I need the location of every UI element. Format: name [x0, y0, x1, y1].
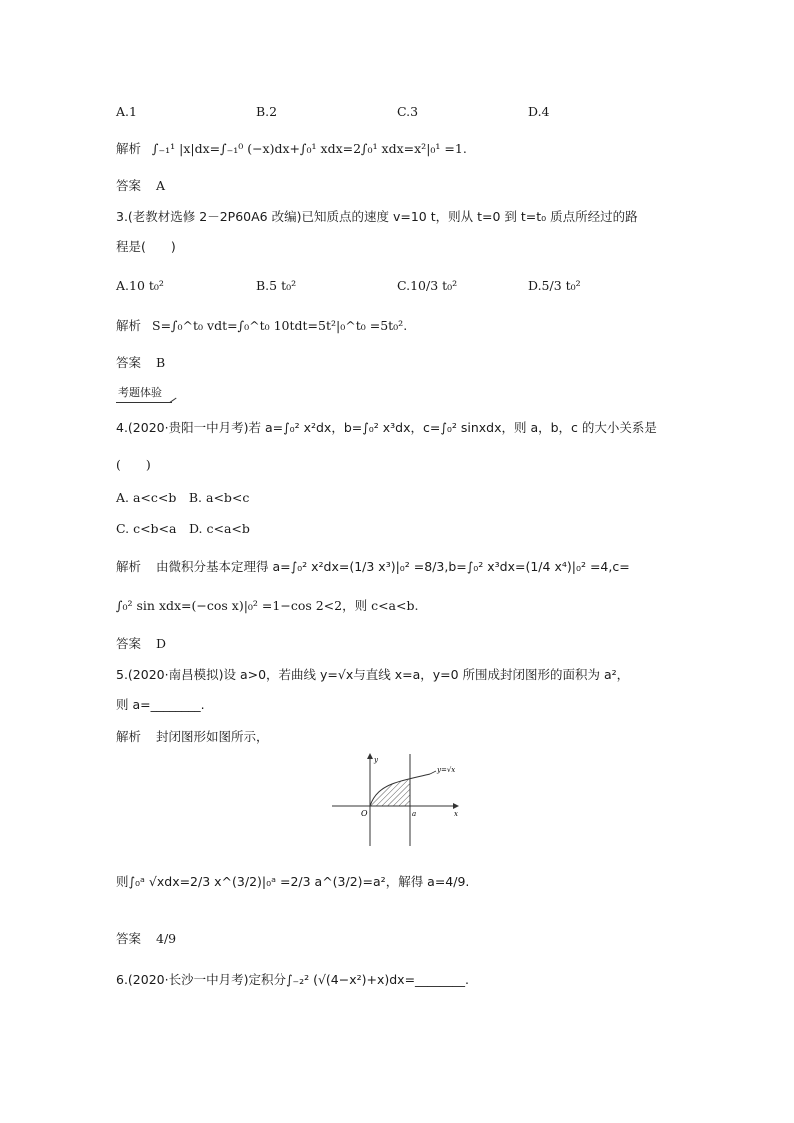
q5-jiexi-line2: 则∫₀ᵃ √xdx=2/3 x^(3/2)|₀ᵃ =2/3 a^(3/2)=a²，解得 a=4/9. [116, 874, 470, 889]
q2-option-a: A.1 [116, 104, 137, 119]
q2-answer: A [156, 178, 166, 193]
q5-graph [330, 750, 465, 848]
q3-jiexi-label: 解析 [116, 318, 142, 333]
q4-jiexi-line1: 由微积分基本定理得 a=∫₀² x²dx=(1/3 x³)|₀² =8/3,b=∫₀² x³dx=(1/4 x⁴)|₀² =4,c= [156, 559, 630, 574]
q3-option-a: A.10 t₀² [116, 278, 164, 293]
q4-stem-line2: ( ) [116, 457, 151, 472]
q5-answer: 4/9 [156, 931, 177, 946]
q5-curve-label: y=√x [437, 766, 456, 774]
q3-stem-line2: 程是( ) [116, 239, 176, 254]
q2-option-d: D.4 [528, 104, 550, 119]
q4-stem-line1: 4.(2020·贵阳一中月考)若 a=∫₀² x²dx，b=∫₀² x³dx，c=∫₀² sinxdx，则 a，b，c 的大小关系是 [116, 420, 657, 435]
q2-answer-label: 答案 [116, 178, 142, 193]
q3-answer: B [156, 355, 166, 370]
q2-option-c: C.3 [397, 104, 419, 119]
q3-option-c: C.10/3 t₀² [397, 278, 458, 293]
q5-y-label: y [374, 756, 378, 764]
q4-answer-label: 答案 [116, 636, 142, 651]
q4-options-line1: A. a<c<b B. a<b<c [116, 490, 250, 505]
q5-x-label: x [454, 810, 458, 818]
section-tag: 考题体验 [116, 384, 172, 403]
q5-a-label: a [412, 810, 417, 818]
q3-answer-label: 答案 [116, 355, 142, 370]
q3-stem-line1: 3.(老教材选修 2－2P60A6 改编)已知质点的速度 v=10 t，则从 t=0 到 t=t₀ 质点所经过的路 [116, 209, 638, 224]
q2-option-b: B.2 [256, 104, 278, 119]
q4-answer: D [156, 636, 167, 651]
q3-jiexi-text: S=∫₀^t₀ vdt=∫₀^t₀ 10tdt=5t²|₀^t₀ =5t₀². [152, 318, 408, 333]
q5-stem-line1: 5.(2020·南昌模拟)设 a>0，若曲线 y=√x与直线 x=a，y=0 所围成封闭图形的面积为 a²， [116, 667, 630, 682]
q5-answer-label: 答案 [116, 931, 142, 946]
q4-jiexi-label: 解析 [116, 559, 142, 574]
q2-jiexi-label: 解析 [116, 141, 142, 156]
q4-options-line2: C. c<b<a D. c<a<b [116, 521, 250, 536]
q3-option-b: B.5 t₀² [256, 278, 297, 293]
q6-stem: 6.(2020·长沙一中月考)定积分∫₋₂² (√(4−x²)+x)dx=________. [116, 972, 470, 987]
q5-jiexi-label: 解析 [116, 729, 142, 744]
q5-shaded-region [370, 779, 410, 806]
q5-jiexi-line1: 封闭图形如图所示， [156, 729, 269, 744]
q5-stem-line2: 则 a=________. [116, 697, 205, 712]
q5-origin-label: O [361, 809, 368, 818]
q4-jiexi-line2: ∫₀² sin xdx=(−cos x)|₀² =1−cos 2<2，则 c<a<b. [116, 598, 419, 613]
q2-jiexi-text: ∫₋₁¹ |x|dx=∫₋₁⁰ (−x)dx+∫₀¹ xdx=2∫₀¹ xdx=x²|₀¹ =1. [152, 141, 467, 156]
q3-option-d: D.5/3 t₀² [528, 278, 581, 293]
